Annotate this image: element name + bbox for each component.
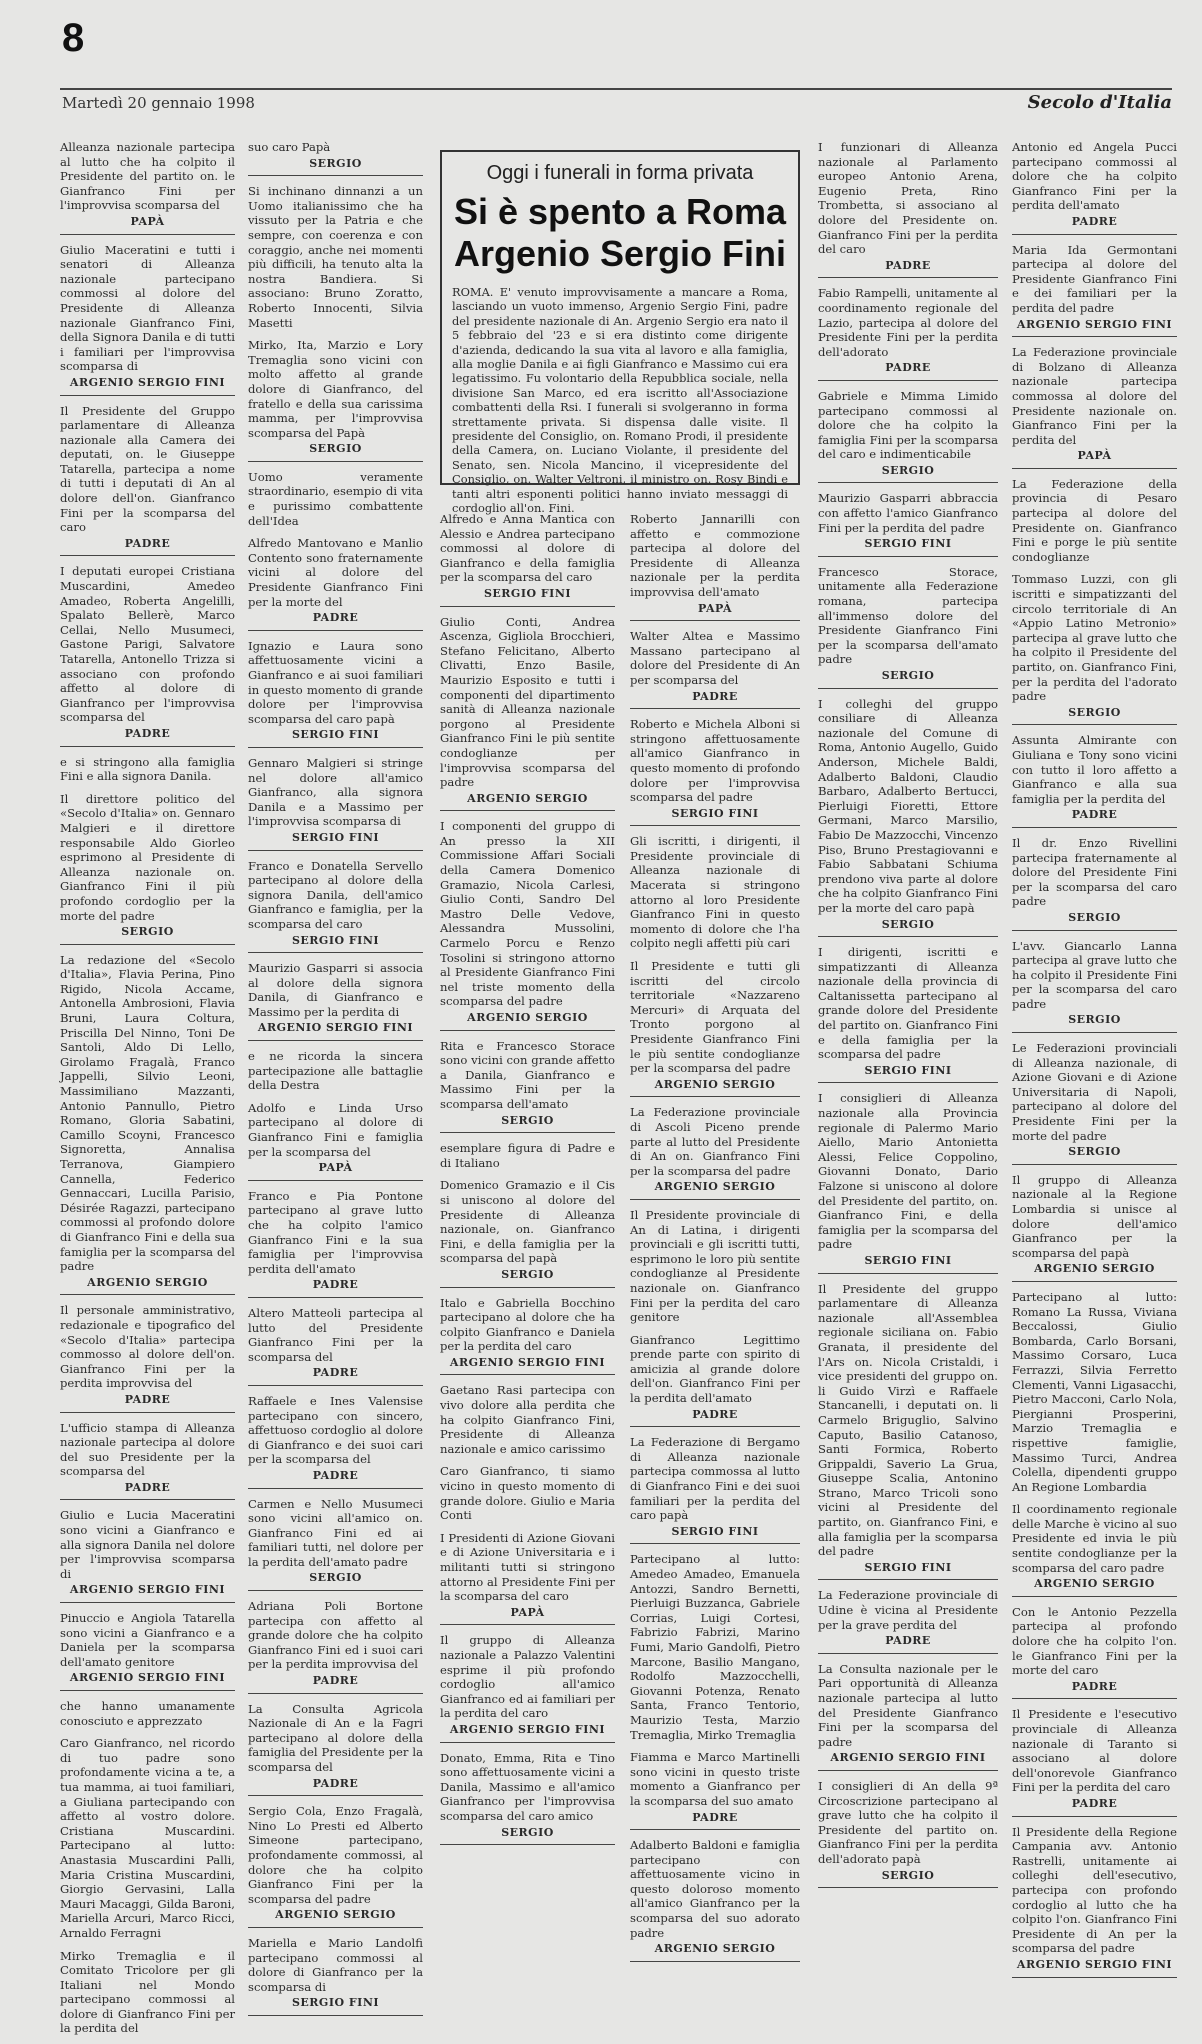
notice-signature: PAPÀ [1012,449,1177,469]
notice-signature: SERGIO [248,1571,423,1591]
obituary-column-1 [60,140,235,2036]
notice-text: Il Presidente provinciale di An di Latina, i dirigenti provinciali e gli iscritti tutti, esprimono le loro più sentite condoglianze al Presidente nazionale on. Gianfranco Fini per la perdita del caro genitore [630,1207,800,1325]
masthead-logo: Secolo d'Italia [1027,92,1172,113]
notice-signature: SERGIO FINI [630,1525,800,1545]
notice-signature: SERGIO [818,918,998,938]
notice-signature: ARGENIO SERGIO FINI [60,376,235,396]
article-headline: Si è spento a Roma Argenio Sergio Fini [453,191,787,274]
notice-text: La redazione del «Secolo d'Italia», Flavia Perina, Pino Rigido, Nicola Accame, Antonella Ambrosioni, Flavia Bruni, Laura Coltura, Priscilla Del Ninno, Toni De Santoli, Aldo Di Lello, Girolamo Fragalà, Franco Jappelli, Silvio Leoni, Massimiliano Mazzanti, Antonio Pannullo, Pietro Romano, Gloria Sabatini, Camillo Scoyni, Francesco Signoretta, Annalisa Terranova, Giampiero Cannella, Federico Gennaccari, Lucilla Parisio, Désirée Ragazzi, partecipano commossi al profondo dolore di Gianfranco Fini e della sua famiglia per la scomparsa del padre [60,952,235,1274]
notice-signature: PADRE [248,1278,423,1298]
notice-text: Roberto Jannarilli con affetto e commozione partecipa al dolore del Presidente di Alleanza nazionale per la perdita improvvisa dell'amato [630,512,800,599]
notice-signature: SERGIO [1012,1145,1177,1165]
notice-text: Partecipano al lutto: Romano La Russa, Viviana Beccalossi, Giulio Bombarda, Carlo Borsani, Massimo Corsaro, Luca Ferrazzi, Silvia Ferretto Clementi, Vanni Ligasacchi, Pietro Macconi, Carlo Nola, Piergianni Prosperini, Marzio Tremaglia e rispettive famiglie, Massimo Turci, Andrea Colella, dipendenti gruppo An Regione Lombardia [1012,1289,1177,1494]
obituary-column-2 [248,140,423,2010]
notice-text: I componenti del gruppo di An presso la XII Commissione Affari Sociali della Camera Domenico Gramazio, Nicola Carlesi, Giulio Conti, Sandro Del Mastro Delle Vedove, Alessandra Mussolini, Carmelo Porcu e Renzo Tosolini si stringono attorno al Presidente Gianfranco Fini nel triste momento della scomparsa del padre [440,819,615,1009]
notice-signature: SERGIO FINI [248,728,423,748]
notice-text: Uomo veramente straordinario, esempio di vita e purissimo combattente dell'Idea [248,469,423,528]
notice-signature: SERGIO FINI [248,1996,423,2016]
notice-text: Caro Gianfranco, ti siamo vicino in questo momento di grande dolore. Giulio e Maria Conti [440,1464,615,1523]
notice-text: La Consulta Agricola Nazionale di An e la Fagri partecipano al dolore della famiglia del Presidente per la scomparsa del [248,1701,423,1774]
obituary-column-6 [1012,140,1177,1971]
page-number: 8 [62,16,85,60]
notice-text: Il gruppo di Alleanza nazionale a Palazzo Valentini esprime il più profondo cordoglio all'amico Gianfranco ed ai familiari per la perdita del caro [440,1633,615,1721]
notice-signature: ARGENIO SERGIO [440,792,615,812]
notice-signature: SERGIO [440,1268,615,1288]
article-kicker: Oggi i funerali in forma privata [486,162,754,184]
notice-signature: SERGIO FINI [818,1254,998,1274]
notice-signature: PADRE [630,1811,800,1831]
notice-signature: ARGENIO SERGIO FINI [60,1671,235,1691]
notice-signature: SERGIO FINI [440,587,615,607]
notice-text: Maurizio Gasparri abbraccia con affetto l'amico Gianfranco Fini per la perdita del padre [818,491,998,535]
notice-signature: PADRE [248,1777,423,1797]
notice-text: I dirigenti, iscritti e simpatizzanti di Alleanza nazionale della provincia di Caltanissetta partecipano al grande dolore del Presidente del partito on. Gianfranco Fini e della famiglia per la scomparsa del padre [818,945,998,1062]
notice-text: I funzionari di Alleanza nazionale al Parlamento europeo Antonio Arena, Eugenio Preta, Rino Trombetta, si associano al dolore del Presidente on. Gianfranco Fini per la perdita del caro [818,140,998,257]
notice-text: Franco e Pia Pontone partecipano al grave lutto che ha colpito l'amico Gianfranco Fini e la sua famiglia per l'improvvisa perdita dell'amato [248,1188,423,1276]
notice-signature: SERGIO [440,1826,615,1846]
notice-text: Mariella e Mario Landolfi partecipano commossi al dolore di Gianfranco per la scomparsa di [248,1935,423,1994]
notice-signature: ARGENIO SERGIO [630,1942,800,1962]
notice-signature: SERGIO FINI [630,807,800,827]
notice-text: esemplare figura di Padre e di Italiano [440,1141,615,1170]
notice-text: Il personale amministrativo, redazionale e tipografico del «Secolo d'Italia» partecipa commosso al dolore dell'on. Gianfranco Fini per la perdita improvvisa del [60,1303,235,1391]
notice-text: I consiglieri di Alleanza nazionale alla Provincia regionale di Palermo Mario Aiello, Mario Antonietta Alessi, Felice Coppolino, Giovanni Donato, Dario Falzone si uniscono al dolore del Presidente del partito, on. Gianfranco Fini, e della famiglia per la scomparsa del padre [818,1091,998,1252]
notice-signature: PADRE [248,1469,423,1489]
notice-signature: ARGENIO SERGIO [60,1276,235,1296]
notice-text: Walter Altea e Massimo Massano partecipano al dolore del Presidente di An per scomparsa del [630,629,800,687]
notice-text: L'ufficio stampa di Alleanza nazionale partecipa al dolore del suo Presidente per la scomparsa del [60,1420,235,1479]
notice-text: Maurizio Gasparri si associa al dolore della signora Danila, di Gianfranco e Massimo per la perdita di [248,961,423,1019]
notice-text: Rita e Francesco Storace sono vicini con grande affetto a Danila, Gianfranco e Massimo Fini per la scomparsa dell'amato [440,1038,615,1111]
notice-text: Il Presidente e tutti gli iscritti del circolo territoriale «Nazzareno Mercuri» di Arquata del Tronto porgono al Presidente Gianfranco Fini le più sentite condoglianze per la scomparsa del padre [630,959,800,1076]
notice-signature: PADRE [248,1674,423,1694]
notice-signature: SERGIO [818,1869,998,1889]
notice-text: suo caro Papà [248,140,331,154]
notice-signature: PADRE [60,1481,235,1501]
notice-text: La Federazione provinciale di Bolzano di Alleanza nazionale partecipa commossa al dolore del Presidente nazionale on. Gianfranco Fini per la perdita del [1012,345,1177,447]
notice-signature: SERGIO [1012,1013,1177,1033]
notice-text: Assunta Almirante con Giuliana e Tony sono vicini con tutto il loro affetto a Gianfranco e alla sua famiglia per la perdita del [1012,733,1177,806]
notice-signature: PAPÀ [630,602,800,622]
notice-text: Franco e Donatella Servello partecipano al dolore della signora Danila, dell'amico Gianfranco e famiglia, per la scomparsa del caro [248,858,423,931]
notice-text: Sergio Cola, Enzo Fragalà, Nino Lo Presti ed Alberto Simeone partecipano, profondamente commossi, al dolore che ha colpito Gianfranco Fini per la scomparsa del padre [248,1804,423,1906]
notice-text: Fabio Rampelli, unitamente al coordinamento regionale del Lazio, partecipa al dolore del Presidente Fini per la perdita dell'adorato [818,286,998,359]
notice-signature: SERGIO [248,157,423,177]
notice-text: La Federazione provinciale di Udine è vicina al Presidente per la grave perdita del [818,1588,998,1632]
notice-signature: SERGIO FINI [248,831,423,851]
notice-text: Mirko Tremaglia e il Comitato Tricolore per gli Italiani nel Mondo partecipano commossi al dolore di Gianfranco Fini per la perdita del [60,1948,235,2036]
obituary-column-3 [440,512,615,1839]
notice-text: Caro Gianfranco, nel ricordo di tuo padre sono profondamente vicina a te, a tua mamma, ai tuoi familiari, a Giuliana partecipando con affetto al vostro dolore. Cristiana Muscardini. Partecipano al lutto: Anastasia Muscardini Palli, Maria Cristina Muscardini, Giorgio Gervasini, Lalla Mauri Macaggi, Gilda Baroni, Mariella Arcuri, Marco Ricci, Arnaldo Ferragni [60,1736,235,1940]
notice-signature: SERGIO [1012,706,1177,726]
notice-text: Il Presidente del gruppo parlamentare di Alleanza nazionale all'Assemblea regionale siciliana on. Fabio Granata, il presidente del l'Ars on. Nicola Cristaldi, i vice presidenti del gruppo on. li Guido Virzì e Raffaele Stancanelli, i deputati on. li Carmelo Briguglio, Salvino Caputo, Basilio Catanoso, Santi Formica, Roberto Grippaldi, Saverio La Grua, Giuseppe Scalia, Antonino Strano, Marco Tricoli sono vicini al Presidente del partito, on. Gianfranco Fini, e alla famiglia per la scomparsa del padre [818,1281,998,1559]
notice-text: Gabriele e Mimma Limido partecipano commossi al dolore che ha colpito la famiglia Fini per la scomparsa del caro e indimenticabile [818,388,998,462]
notice-signature: SERGIO FINI [818,1064,998,1084]
notice-text: Domenico Gramazio e il Cis si uniscono al dolore del Presidente di Alleanza nazionale, on. Gianfranco Fini, e della famiglia per la scomparsa del papà [440,1178,615,1266]
obituary-column-5 [818,140,998,1882]
notice-text: che hanno umanamente conosciuto e apprezzato [60,1699,235,1728]
notice-text: Ignazio e Laura sono affettuosamente vicini a Gianfranco e ai suoi familiari in questo momento di grande dolore per l'improvvisa scomparsa del caro papà [248,638,423,726]
notice-signature: ARGENIO SERGIO FINI [440,1356,615,1376]
notice-text: Carmen e Nello Musumeci sono vicini all'amico on. Gianfranco Fini ed ai familiari tutti, nel dolore per la perdita dell'amato padre [248,1496,423,1569]
notice-signature: PAPÀ [60,215,235,235]
notice-signature: ARGENIO SERGIO [1012,1262,1177,1282]
notice-text: Il dr. Enzo Rivellini partecipa fraternamente al dolore del Presidente Fini per la scomparsa del caro padre [1012,835,1177,909]
notice-signature: PADRE [248,611,423,631]
lead-article [440,150,800,516]
notice-signature: SERGIO [818,669,998,689]
notice-signature: PADRE [818,1634,998,1654]
notice-text: Gaetano Rasi partecipa con vivo dolore alla perdita che ha colpito Gianfranco Fini, Presidente di Alleanza nazionale e amico carissimo [440,1383,615,1456]
notice-text: Maria Ida Germontani partecipa al dolore del Presidente Gianfranco Fini e dei familiari per la perdita del padre [1012,242,1177,315]
notice-text: Le Federazioni provinciali di Alleanza nazionale, di Azione Giovani e di Azione Universitaria di Napoli, partecipano al dolore del Presidente Fini per la morte del padre [1012,1041,1177,1143]
notice-text: Si inchinano dinnanzi a un Uomo italianissimo che ha vissuto per la Patria e che sempre, con coerenza e con coraggio, anche nei momenti più difficili, ha tenuto alta la nostra Bandiera. Si associano: Bruno Zoratto, Roberto Innocenti, Silvia Masetti [248,184,423,330]
notice-text: Pinuccio e Angiola Tatarella sono vicini a Gianfranco e a Daniela per la scomparsa dell'amato genitore [60,1611,235,1669]
notice-signature: ARGENIO SERGIO FINI [1012,1958,1177,1978]
notice-signature: SERGIO [60,925,235,945]
notice-text: Con le Antonio Pezzella partecipa al profondo dolore che ha colpito l'on. le Gianfranco Fini per la morte del caro [1012,1604,1177,1678]
notice-signature: PADRE [1012,1680,1177,1700]
notice-signature: PADRE [60,537,235,557]
notice-text: Partecipano al lutto: Amedeo Amadeo, Emanuela Antozzi, Sandro Bernetti, Pierluigi Buzzanca, Gabriele Corrias, Luigi Cortesi, Fabrizio Fabrizi, Marino Fumi, Mario Gandolfi, Pietro Marcone, Basilio Mangano, Rodolfo Mazzocchelli, Giovanni Potenza, Renato Santa, Franco Tentorio, Maurizio Testa, Marzio Tremaglia, Mirko Tremaglia [630,1552,800,1742]
notice-signature: PADRE [630,690,800,710]
notice-text: La Federazione di Bergamo di Alleanza nazionale partecipa commossa al lutto di Gianfranco Fini e dei suoi familiari per la perdita del caro papà [630,1435,800,1523]
notice-text: Giulio Maceratini e tutti i senatori di Alleanza nazionale partecipano commossi al dolore del Presidente di Alleanza nazionale Gianfranco Fini, della Signora Danila e di tutti i familiari per l'improvvisa scomparsa di [60,242,235,374]
notice-text: Alfredo e Anna Mantica con Alessio e Andrea partecipano commossi al dolore di Gianfranco e della famiglia per la scomparsa del caro [440,512,615,585]
notice-text: Raffaele e Ines Valensise partecipano con sincero, affettuoso cordoglio al dolore di Gianfranco e dei suoi cari per la scomparsa del [248,1393,423,1467]
notice-signature: ARGENIO SERGIO FINI [1012,318,1177,338]
notice-text: Gianfranco Legittimo prende parte con spirito di amicizia al grande dolore dell'on. Gianfranco Fini per la perdita dell'amato [630,1332,800,1406]
notice-text: Adolfo e Linda Urso partecipano al dolore di Gianfranco Fini e famiglia per la scomparsa del [248,1100,423,1159]
header-rule [60,88,1172,90]
notice-signature: SERGIO [440,1114,615,1134]
issue-date: Martedì 20 gennaio 1998 [62,94,255,112]
notice-text: Altero Matteoli partecipa al lutto del Presidente Gianfranco Fini per la scomparsa del [248,1305,423,1364]
notice-text: Il direttore politico del «Secolo d'Italia» on. Gennaro Malgieri e il direttore responsabile Aldo Giorleo esprimono al Presidente di Alleanza nazionale on. Gianfranco Fini il più profondo cordoglio per la morte del padre [60,791,235,923]
notice-text: Il Presidente del Gruppo parlamentare di Alleanza nazionale alla Camera dei deputati, on. le Giuseppe Tatarella, partecipa a nome di tutti i deputati di An al dolore dell'on. Gianfranco Fini per la scomparsa del caro [60,403,235,535]
notice-signature: ARGENIO SERGIO [440,1011,615,1031]
notice-signature: PAPÀ [248,1161,423,1181]
notice-signature: SERGIO FINI [818,1561,998,1581]
notice-signature: PADRE [1012,808,1177,828]
notice-signature: SERGIO [1012,911,1177,931]
notice-text: Donato, Emma, Rita e Tino sono affettuosamente vicini a Danila, Massimo e all'amico Gianfranco per l'improvvisa scomparsa del caro amico [440,1750,615,1823]
notice-text: I consiglieri di An della 9ª Circoscrizione partecipano al grave lutto che ha colpito il Presidente del partito on. Gianfranco Fini per la perdita dell'adorato papà [818,1778,998,1866]
notice-text: Il coordinamento regionale delle Marche è vicino al suo Presidente ed invia le più sentite condoglianze per la scomparsa del caro padre [1012,1502,1177,1575]
notice-text: Giulio e Lucia Maceratini sono vicini a Gianfranco e alla signora Danila nel dolore per l'improvvisa scomparsa di [60,1508,235,1581]
notice-signature: ARGENIO SERGIO [630,1180,800,1200]
notice-text: I Presidenti di Azione Giovani e di Azione Universitaria e i militanti tutti si stringono attorno al Presidente Fini per la scomparsa del caro [440,1530,615,1604]
notice-text: Il Presidente e l'esecutivo provinciale di Alleanza nazionale di Taranto si associano al dolore dell'onorevole Gianfranco Fini per la perdita del caro [1012,1707,1177,1795]
notice-text: Fiamma e Marco Martinelli sono vicini in questo triste momento a Gianfranco per la scomparsa del suo amato [630,1750,800,1808]
notice-signature: PAPÀ [440,1606,615,1626]
notice-signature: ARGENIO SERGIO [630,1078,800,1098]
notice-signature: PADRE [818,361,998,381]
notice-text: Il gruppo di Alleanza nazionale al la Regione Lombardia si unisce al dolore dell'amico Gianfranco per la scomparsa del papà [1012,1172,1177,1260]
notice-signature: ARGENIO SERGIO [1012,1577,1177,1597]
notice-text: e si stringono alla famiglia Fini e alla signora Danila. [60,754,235,784]
notice-text: Alleanza nazionale partecipa al lutto che ha colpito il Presidente del partito on. le Gianfranco Fini per l'improvvisa scomparsa del [60,140,235,213]
notice-text: Mirko, Ita, Marzio e Lory Tremaglia sono vicini con molto affetto al grande dolore di Gianfranco, del fratello e della sua carissima mamma, per l'improvvisa scomparsa del Papà [248,338,423,440]
article-body: ROMA. E' venuto improvvisamente a mancare a Roma, lasciando un vuoto immenso, Argenio Sergio Fini, padre del presidente nazionale di An. Argenio Sergio era nato il 5 febbraio del '23 e si era distinto come dirigente d'azienda, dedicando la sua vita al lavoro e alla famiglia, alla moglie Danila e ai figli Gianfranco e Massimo cui era legatissimo. Fu volontario della Repubblica sociale, nella divisione San Marco, ed era iscritto all'Associazione combattenti della Rsi. I funerali si svolgeranno in forma strettamente privata. Si dispensa dalle visite. Il presidente del Consiglio, on. Romano Prodi, il presidente della Camera, on. Luciano Violante, il presidente del Senato, sen. Nicola Mancino, il vicepresidente del Consiglio, on. Walter Veltroni, il ministro on. Rosy Bindi e tanti altri esponenti politici hanno inviato messaggi di cordoglio all'on. Fini. [452,285,788,516]
notice-text: Gli iscritti, i dirigenti, il Presidente provinciale di Alleanza nazionale di Macerata si stringono attorno al loro Presidente Gianfranco Fini in questo momento di dolore che l'ha colpito negli affetti più cari [630,834,800,951]
notice-text: Adalberto Baldoni e famiglia partecipano con affettuosamente vicino in questo doloroso momento all'amico Gianfranco per la scomparsa del suo adorato padre [630,1838,800,1940]
notice-signature: ARGENIO SERGIO FINI [60,1583,235,1603]
notice-text: L'avv. Giancarlo Lanna partecipa al grave lutto che ha colpito il Presidente Fini per la scomparsa del caro padre [1012,938,1177,1011]
notice-text: I colleghi del gruppo consiliare di Alleanza nazionale del Comune di Roma, Antonio Augello, Guido Anderson, Michele Baldi, Adalberto Baldoni, Claudio Barbaro, Adalberto Bertucci, Pierluigi Fioretti, Ettore Germani, Marco Marsilio, Fabio De Mazzocchi, Vincenzo Piso, Bruno Prestagiovanni e Fabio Sabbatani Schiuma prendono viva parte al dolore che ha colpito Gianfranco Fini per la morte del caro papà [818,696,998,915]
notice-signature: PADRE [818,259,998,279]
notice-text: Adriana Poli Bortone partecipa con affetto al grande dolore che ha colpito Gianfranco Fini ed i suoi cari per la perdita improvvisa del [248,1599,423,1672]
notice-text: Italo e Gabriella Bocchino partecipano al dolore che ha colpito Gianfranco e Daniela per la perdita del caro [440,1295,615,1354]
notice-signature: ARGENIO SERGIO FINI [440,1723,615,1743]
notice-text: La Consulta nazionale per le Pari opportunità di Alleanza nazionale partecipa al lutto del Presidente Gianfranco Fini per la scomparsa del padre [818,1661,998,1749]
notice-text: Francesco Storace, unitamente alla Federazione romana, partecipa all'immenso dolore del Presidente Gianfranco Fini per la scomparsa dell'amato padre [818,564,998,667]
notice-signature: ARGENIO SERGIO FINI [818,1751,998,1771]
notice-signature: PADRE [630,1408,800,1428]
notice-signature: PADRE [60,727,235,747]
notice-signature: PADRE [248,1366,423,1386]
notice-text: La Federazione provinciale di Ascoli Piceno prende parte al lutto del Presidente di An on. Gianfranco Fini per la scomparsa del padre [630,1105,800,1178]
notice-text: La Federazione della provincia di Pesaro partecipa al dolore del Presidente on. Gianfranco Fini e porge le più sentite condoglianze [1012,476,1177,564]
obituary-column-4 [630,512,800,1956]
notice-text: Antonio ed Angela Pucci partecipano commossi al dolore che ha colpito Gianfranco Fini per la perdita dell'amato [1012,140,1177,213]
notice-text: I deputati europei Cristiana Muscardini, Amedeo Amadeo, Roberta Angelilli, Spalato Bellerè, Marco Cellai, Nello Musumeci, Gastone Parigi, Salvatore Tatarella, Antonello Trizza si associano con profondo affetto al dolore di Gianfranco per l'improvvisa scomparsa del [60,564,235,725]
notice-text: e ne ricorda la sincera partecipazione alle battaglie della Destra [248,1049,423,1093]
notice-signature: PADRE [60,1393,235,1413]
notice-signature: SERGIO [818,464,998,484]
notice-signature: PADRE [1012,215,1177,235]
notice-signature: ARGENIO SERGIO [248,1908,423,1928]
notice-text: Giulio Conti, Andrea Ascenza, Gigliola Brocchieri, Stefano Felicitano, Alberto Clivatti, Enzo Basile, Maurizio Esposito e tutti i componenti del dipartimento sanità di Alleanza nazionale porgono al Presidente Gianfranco Fini le più sentite condoglianze per l'improvvisa scomparsa del padre [440,614,615,790]
notice-text: Gennaro Malgieri si stringe nel dolore all'amico Gianfranco, alla signora Danila e a Massimo per l'improvvisa scomparsa di [248,755,423,829]
notice-text: Il Presidente della Regione Campania avv. Antonio Rastrelli, unitamente ai colleghi dell'esecutivo, partecipa con profondo cordoglio al lutto che ha colpito l'on. Gianfranco Fini Presidente di An per la scomparsa del padre [1012,1824,1177,1956]
notice-signature: SERGIO FINI [818,537,998,557]
notice-signature: SERGIO [248,442,423,462]
notice-signature: PADRE [1012,1797,1177,1817]
notice-text: Tommaso Luzzi, con gli iscritti e simpatizzanti del circolo territoriale di An «Appio Latino Metronio» partecipa al grave lutto che ha colpito il Presidente del partito, on. Gianfranco Fini, per la perdita del l'adorato padre [1012,572,1177,704]
notice-signature: SERGIO FINI [248,934,423,954]
notice-signature: ARGENIO SERGIO FINI [248,1021,423,1041]
notice-text: Alfredo Mantovano e Manlio Contento sono fraternamente vicini al dolore del Presidente Gianfranco Fini per la morte del [248,536,423,609]
notice-text: Roberto e Michela Alboni si stringono affettuosamente all'amico Gianfranco in questo momento di profondo dolore per l'improvvisa scomparsa del padre [630,717,800,805]
